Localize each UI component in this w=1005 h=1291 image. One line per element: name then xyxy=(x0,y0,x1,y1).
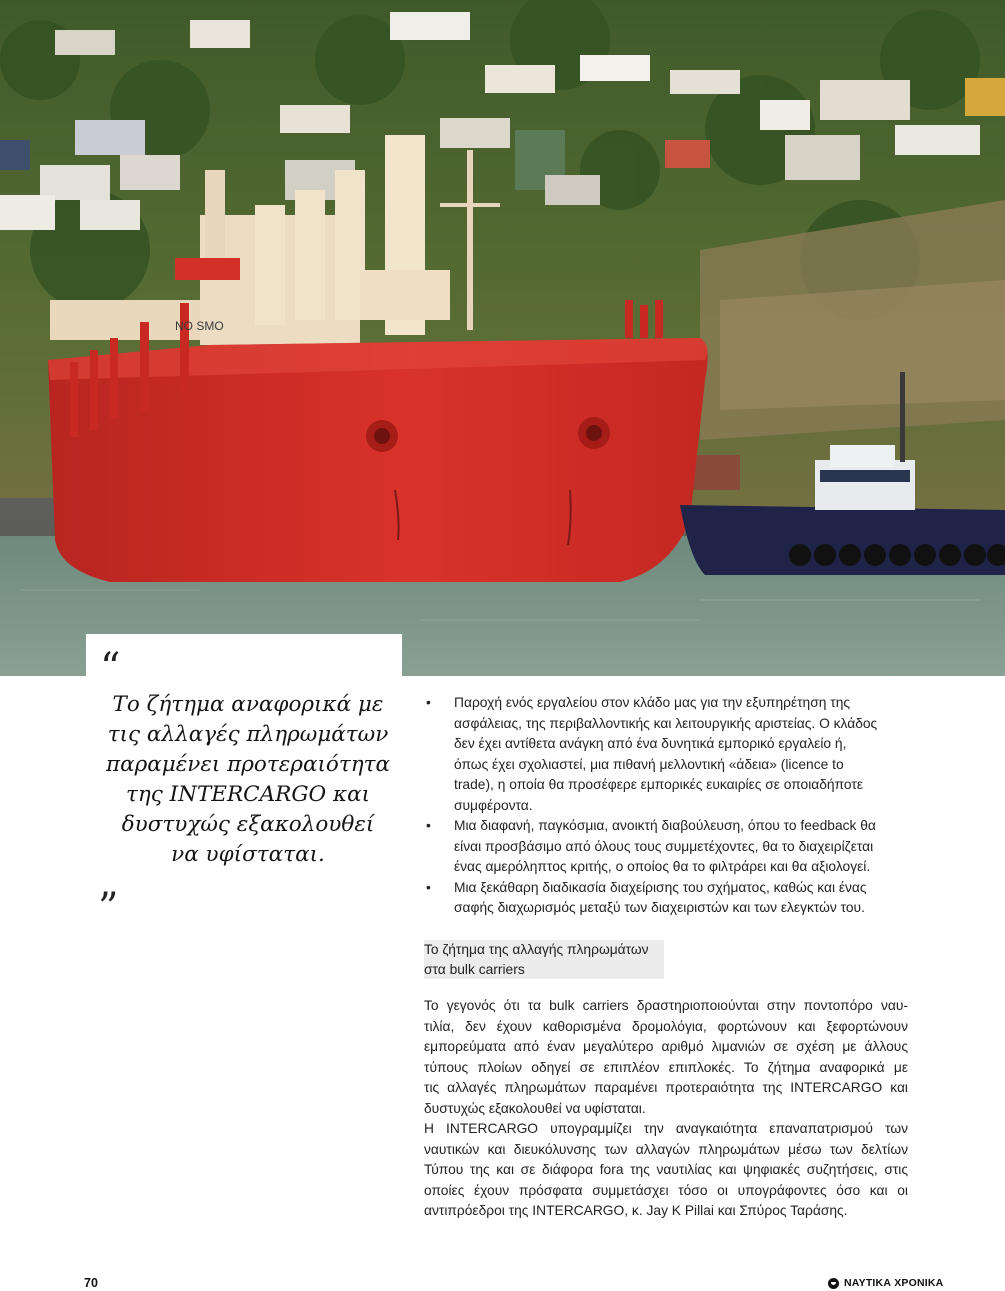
bullet-item: • Μια ξεκάθαρη διαδικασία διαχείρισης του σχήματος, καθώς και ένας σαφής διαχωρισμός μεταξύ των διαχειριστών και των ελεγκτών του. xyxy=(424,878,908,919)
bullet-item: • Παροχή ενός εργαλείου στον κλάδο μας για την εξυπηρέτηση της ασφάλειας, της περιβαλλοντικής και λειτουργικής αριστείας. Ο κλάδος δεν έχει αντίθετα ανάγκη από ένα δυνητικά εμπορικό εργαλείο ή, όπως έχει σχολιαστεί, μια πιθανή μελλοντική «άδεια» (licence to trade), η οποία θα προσέφερε εμπορικές ευκαιρίες σε οποιαδήποτε συμφέροντα. xyxy=(424,693,908,816)
pull-quote-line: να υφίσταται. xyxy=(171,842,325,867)
publication-brand xyxy=(828,1277,943,1289)
section-heading: Το ζήτημα της αλλαγής πληρωμάτων στα bulk carriers xyxy=(424,940,664,979)
body-line: οποίες έχουν πρόσφατα συμμετάσχει τόσο οι υπογράφοντες όσο και οι xyxy=(424,1182,908,1198)
body-text xyxy=(424,996,908,1222)
page-number: 70 xyxy=(84,1276,98,1290)
pull-quote-line: παραμένει προτεραιότητα xyxy=(105,752,391,777)
publication-name: ΝΑΥΤΙΚΑ ΧΡΟΝΙΚΑ xyxy=(844,1277,944,1289)
body-line: δυστυχώς εξακολουθεί να υφίσταται. xyxy=(424,1100,646,1116)
pull-quote xyxy=(98,690,398,870)
open-quote-mark: “ xyxy=(100,645,121,691)
publication-logo-icon xyxy=(828,1278,839,1289)
body-line: ναυτικών και διευκόλυνσης των αλλαγών πληρωμάτων μέσω των δελτίων xyxy=(424,1141,908,1157)
body-line: εμπορεύματα από έναν μεγαλύτερο αριθμό λιμανιών σε σχέση με άλλους xyxy=(424,1039,908,1054)
body-line: τις αλλαγές πληρωμάτων παραμένει προτεραιότητα της INTERCARGO και xyxy=(424,1080,908,1095)
svg-text:NO SMO: NO SMO xyxy=(175,319,224,333)
body-line: Τύπου της και σε διάφορα fora της ναυτιλίας και ψηφιακές συζητήσεις, στις xyxy=(424,1162,908,1177)
bullet-item: • Μια διαφανή, παγκόσμια, ανοικτή διαβούλευση, όπου το feedback θα είναι προσβάσιμο από όλους τους συμμετέχοντες, θα το διαχειρίζεται ένας αμερόληπτος κριτής, ο οποίος θα το φιλτράρει και θα αξιολογεί. xyxy=(424,816,908,878)
pull-quote-line: δυστυχώς εξακολουθεί xyxy=(121,812,375,837)
body-line: αντιπρόεδροι της INTERCARGO, κ. Jay K Pillai και Σπύρος Ταράσης. xyxy=(424,1203,848,1218)
bullet-list xyxy=(424,693,908,919)
body-line: τύπους πλοίων οδηγεί σε επιπλέον επιπλοκές. Το ζήτημα αναφορικά με xyxy=(424,1059,908,1075)
body-line: τιλία, δεν έχουν καθορισμένα δρομολόγια, φορτώνουν και ξεφορτώνουν xyxy=(424,1018,908,1034)
pull-quote-line: της INTERCARGO και xyxy=(125,782,371,807)
pull-quote-line: Το ζήτημα αναφορικά με xyxy=(112,692,384,717)
pull-quote-line: τις αλλαγές πληρωμάτων xyxy=(107,722,389,747)
body-line: Η INTERCARGO υπογραμμίζει την αναγκαιότητα επαναπατρισμού των xyxy=(424,1121,908,1136)
close-quote-mark: ” xyxy=(98,885,119,931)
body-line: Το γεγονός ότι τα bulk carriers δραστηριοποιούνται στην ποντοπόρο ναυ- xyxy=(424,998,908,1013)
